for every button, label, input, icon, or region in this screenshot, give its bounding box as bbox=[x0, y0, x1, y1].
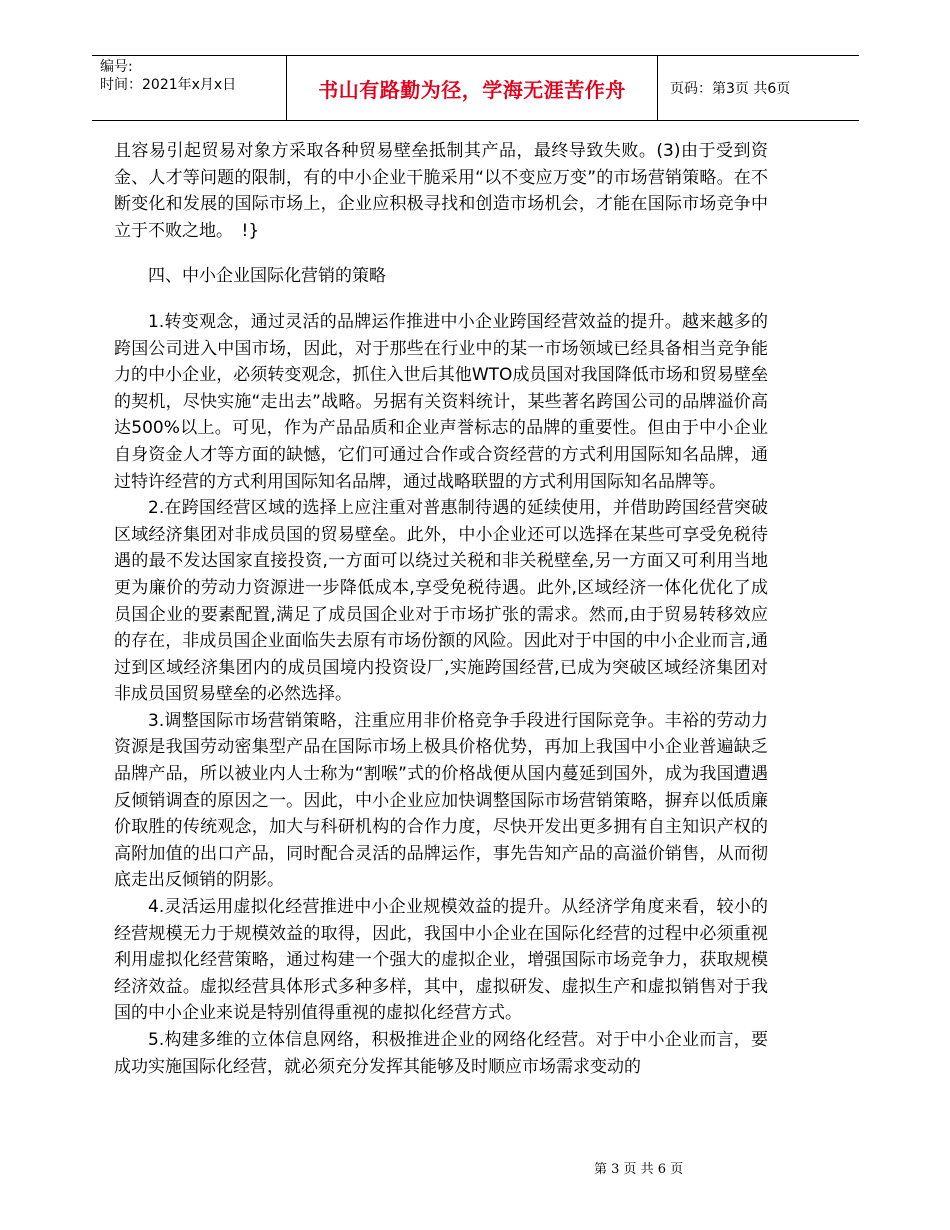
paragraph-strategy-5: 5.构建多维的立体信息网络，积极推进企业的网络化经营。对于中小企业而言，要成功实施国际化经营，就必须充分发挥其能够及时顺应市场需求变动的 bbox=[114, 1030, 768, 1077]
document-header bbox=[92, 55, 859, 121]
page-footer: 第 3 页 共 6 页 bbox=[594, 1162, 684, 1177]
section-heading: 四、中小企业国际化营销的策略 bbox=[148, 266, 386, 287]
page-label: 页码：第3页 共6页 bbox=[670, 81, 791, 97]
paragraph-strategy-3: 3.调整国际市场营销策略，注重应用非价格竞争手段进行国际竞争。丰裕的劳动力资源是我国劳动密集型产品在国际市场上极具价格优势，再加上我国中小企业普遍缺乏品牌产品，所以被业内人士称为“割喉”式的价格战便从国内蔓延到国外，成为我国遭遇反倾销调查的原因之一。因此，中小企业应加快调整国际市场营销策略，摒弃以低质廉价取胜的传统观念，加大与科研机构的合作力度，尽快开发出更多拥有自主知识产权的高附加值的出口产品，同时配合灵活的品牌运作，事先告知产品的高溢价销售，从而彻底走出反倾销的阴影。 bbox=[114, 710, 768, 891]
header-meta bbox=[92, 56, 286, 120]
paragraph-strategy-1: 1.转变观念，通过灵活的品牌运作推进中小企业跨国经营效益的提升。越来越多的跨国公司进入中国市场，因此，对于那些在行业中的某一市场领域已经具备相当竞争能力的中小企业，必须转变观念，抓住入世后其他WTO成员国对我国降低市场和贸易壁垒的契机，尽快实施“走出去”战略。另据有关资料统计，某些著名跨国公司的品牌溢价高达500%以上。可见，作为产品品质和企业声誉标志的品牌的重要性。但由于中小企业自身资金人才等方面的缺憾，它们可通过合作或合资经营的方式利用国际知名品牌，通过特许经营的方式利用国际知名品牌，通过战略联盟的方式利用国际知名品牌等。 bbox=[114, 311, 768, 492]
paragraph-continued: 且容易引起贸易对象方采取各种贸易壁垒抵制其产品，最终导致失败。(3)由于受到资金、人才等问题的限制，有的中小企业干脆采用“以不变应万变”的市场营销策略。在不断变化和发展的国际市场上，企业应积极寻找和创造市场机会，才能在国际市场竞争中立于不败之地。 !} bbox=[114, 141, 768, 241]
header-page-cell bbox=[658, 56, 859, 120]
paragraph-strategy-4: 4.灵活运用虚拟化经营推进中小企业规模效益的提升。从经济学角度来看，较小的经营规模无力于规模效益的取得，因此，我国中小企业在国际化经营的过程中必须重视利用虚拟化经营策略，通过构建一个强大的虚拟企业，增强国际市场竞争力，获取规模经济效益。虚拟经营具体形式多种多样，其中，虚拟研发、虚拟生产和虚拟销售对于我国的中小企业来说是特别值得重视的虚拟化经营方式。 bbox=[114, 897, 768, 1024]
number-label: 编号: bbox=[100, 59, 133, 75]
time-label: 时间：2021年x月x日 bbox=[100, 77, 237, 93]
paragraph-strategy-2: 2.在跨国经营区域的选择上应注重对普惠制待遇的延续使用，并借助跨国经营突破区域经济集团对非成员国的贸易壁垒。此外，中小企业还可以选择在某些可享受免税待遇的最不发达国家直接投资,一方面可以绕过关税和非关税壁垒,另一方面又可利用当地更为廉价的劳动力资源进一步降低成本,享受免税待遇。此外,区域经济一体化优化了成员国企业的要素配置,满足了成员国企业对于市场扩张的需求。然而,由于贸易转移效应的存在，非成员国企业面临失去原有市场份额的风险。因此对于中国的中小企业而言,通过到区域经济集团内的成员国境内投资设厂,实施跨国经营,已成为突破区域经济集团对非成员国贸易壁垒的必然选择。 bbox=[114, 498, 768, 705]
document-body bbox=[114, 138, 768, 1080]
header-motto-cell bbox=[286, 56, 658, 120]
header-motto: 书山有路勤为径，学海无涯苦作舟 bbox=[318, 77, 626, 102]
